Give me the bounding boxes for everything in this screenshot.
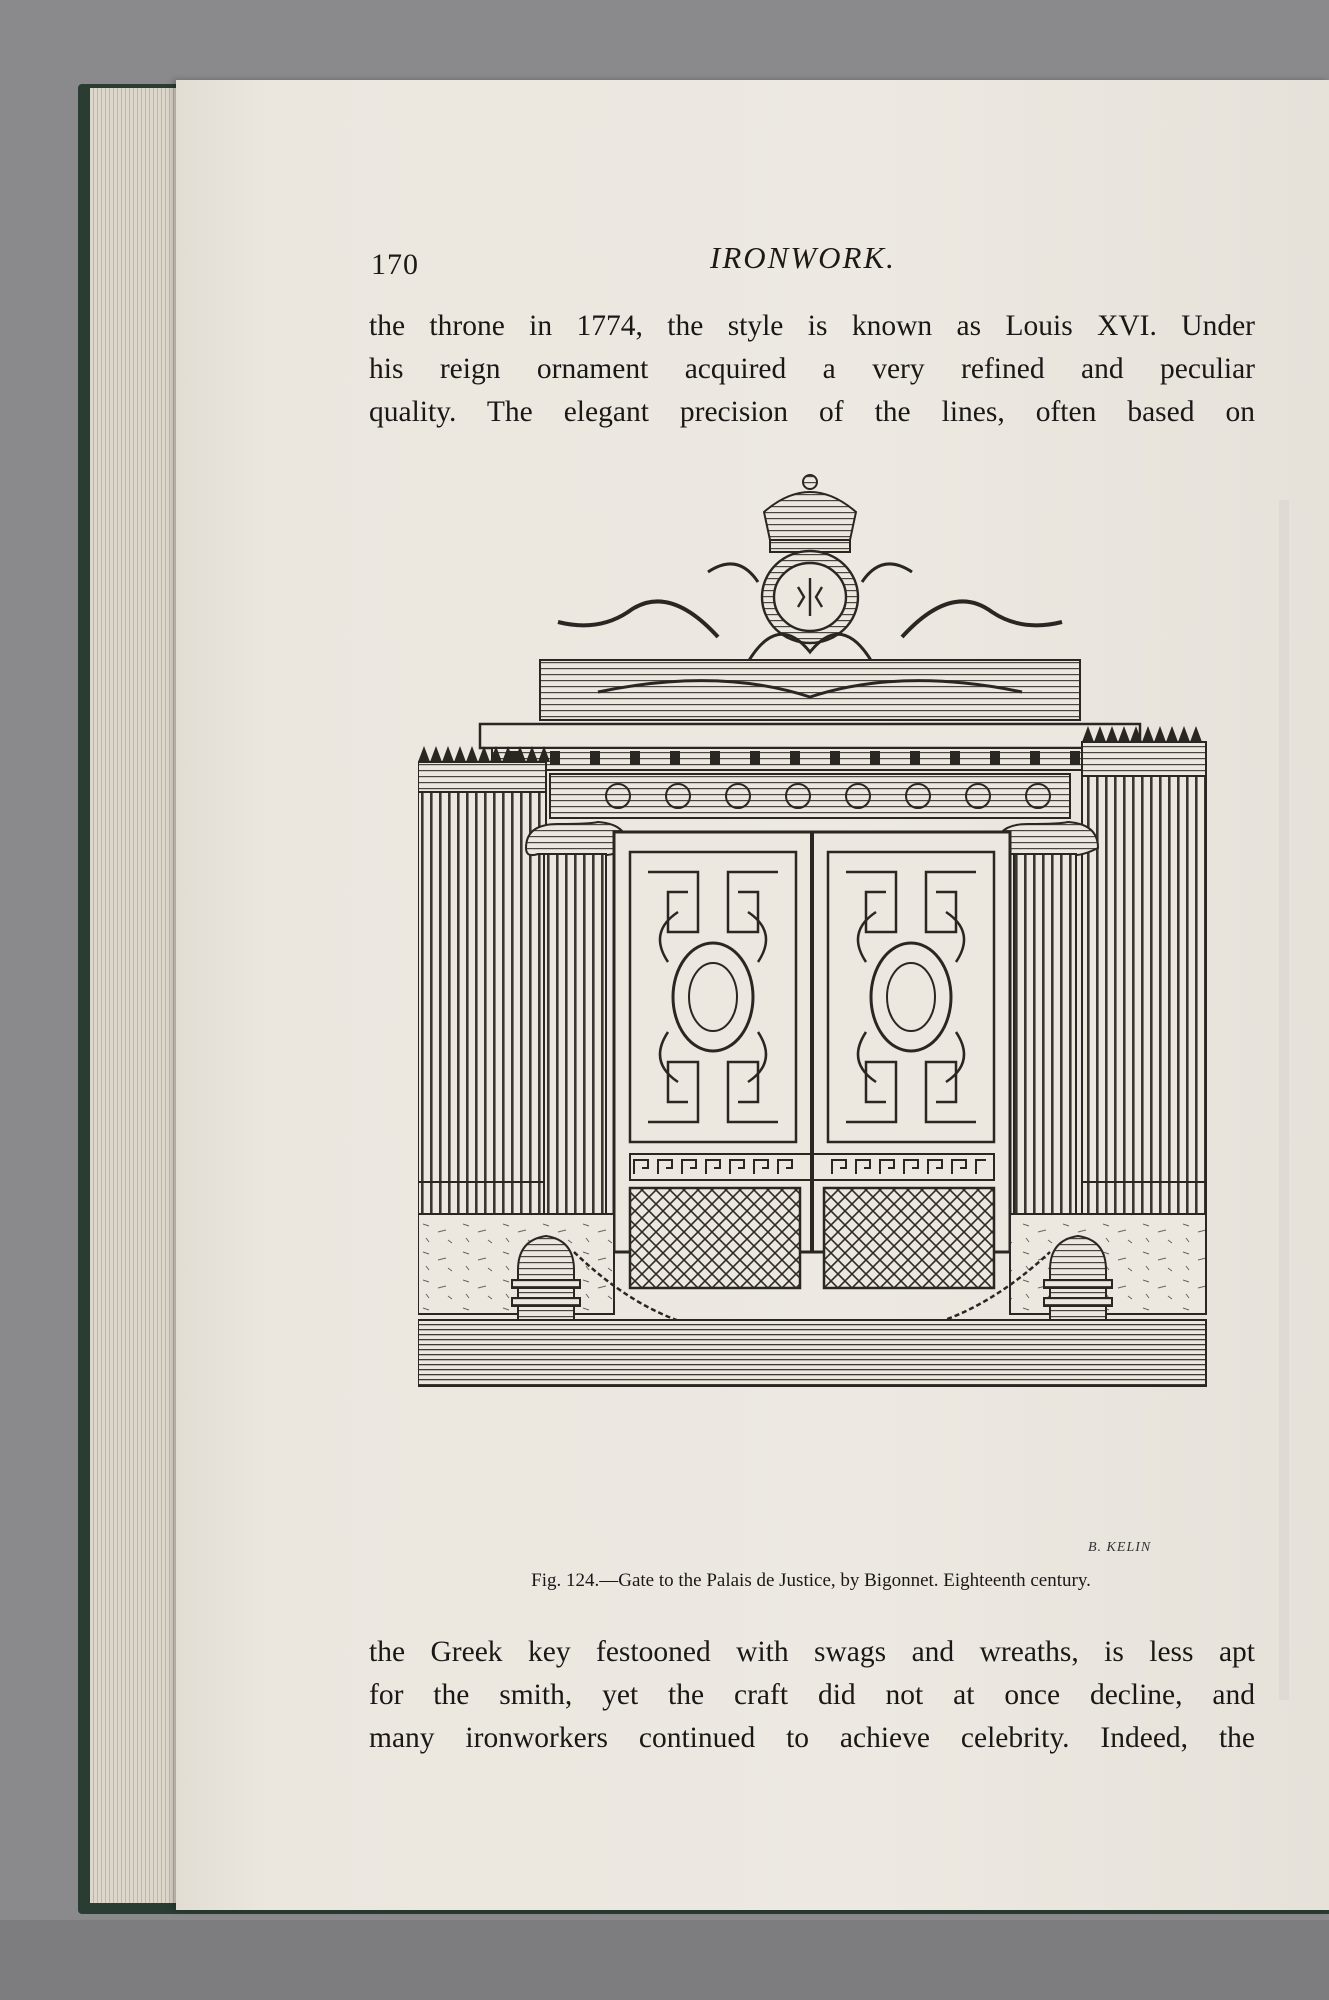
page-number: 170 <box>371 248 419 281</box>
show-through <box>1279 500 1289 1700</box>
body-text-line: his reign ornament acquired a very refined and peculiar <box>369 353 1255 385</box>
table-surface <box>0 1920 1329 2000</box>
body-text-line: many ironworkers continued to achieve celebrity. Indeed, the <box>369 1722 1255 1754</box>
gate-engraving-illustration <box>418 462 1210 1544</box>
crown <box>764 475 856 552</box>
body-text-line: for the smith, yet the craft did not at once decline, and <box>369 1679 1255 1711</box>
left-railing <box>418 746 550 1214</box>
engraver-signature: B. KELIN <box>1088 1540 1152 1555</box>
figure-caption: Fig. 124.—Gate to the Palais de Justice, by Bigonnet. Eighteenth century. <box>531 1570 1091 1591</box>
body-text-line: quality. The elegant precision of the lines, often based on <box>369 396 1255 428</box>
body-text-line: the Greek key festooned with swags and wreaths, is less apt <box>369 1636 1255 1668</box>
body-text-line: the throne in 1774, the style is known as Louis XVI. Under <box>369 310 1255 342</box>
cartouche <box>558 551 1062 662</box>
page-edges <box>90 88 180 1903</box>
running-title: IRONWORK. <box>710 240 896 275</box>
right-railing <box>1082 726 1206 1214</box>
